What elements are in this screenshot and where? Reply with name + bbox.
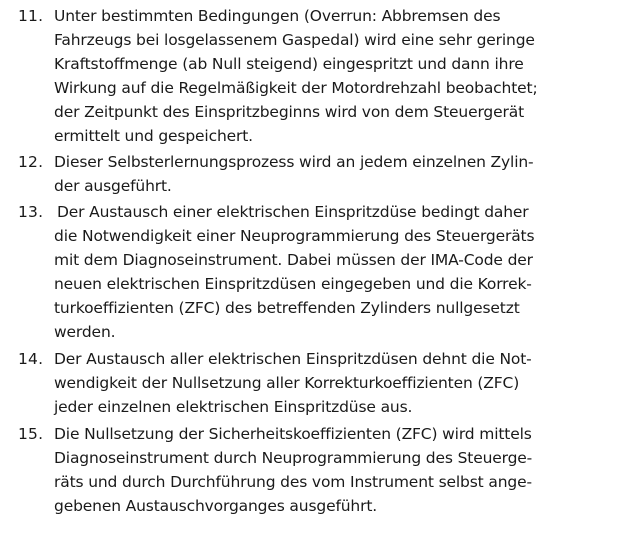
- item-text-line: die Notwendigkeit einer Neuprogrammierung des Steuergeräts: [54, 227, 535, 245]
- item-text-line: werden.: [54, 323, 116, 341]
- item-text-line: der Zeitpunkt des Einspritzbeginns wird von dem Steuergerät: [54, 103, 525, 121]
- item-text-line: mit dem Diagnoseinstrument. Dabei müssen der IMA-Code der: [54, 251, 533, 269]
- item-text-line: Dieser Selbsterlernungsprozess wird an jedem einzelnen Zylin-: [54, 153, 534, 171]
- item-text-line: räts und durch Durchführung des vom Instrument selbst ange-: [54, 473, 532, 491]
- item-number: 13.: [18, 203, 44, 221]
- item-text-line: wendigkeit der Nullsetzung aller Korrekturkoeffizienten (ZFC): [54, 374, 520, 392]
- item-number: 11.: [18, 7, 44, 25]
- item-text-line: Unter bestimmten Bedingungen (Overrun: Abbremsen des: [54, 7, 501, 25]
- item-text-line: jeder einzelnen elektrischen Einspritzdüse aus.: [54, 398, 413, 416]
- item-text-line: Wirkung auf die Regelmäßigkeit der Motordrehzahl beobachtet;: [54, 79, 538, 97]
- item-text-line: Der Austausch aller elektrischen Einspritzdüsen dehnt die Not-: [54, 350, 532, 368]
- item-text-line: turkoeffizienten (ZFC) des betreffenden Zylinders nullgesetzt: [54, 299, 520, 317]
- item-text-line: Kraftstoffmenge (ab Null steigend) eingespritzt und dann ihre: [54, 55, 524, 73]
- item-text-line: Der Austausch einer elektrischen Einspritzdüse bedingt daher: [57, 203, 529, 221]
- item-text-line: ermittelt und gespeichert.: [54, 127, 253, 145]
- item-number: 14.: [18, 350, 44, 368]
- item-text-line: neuen elektrischen Einspritzdüsen eingegeben und die Korrek-: [54, 275, 532, 293]
- item-text-line: Diagnoseinstrument durch Neuprogrammierung des Steuerge-: [54, 449, 533, 467]
- item-number: 12.: [18, 153, 44, 171]
- item-text-line: Die Nullsetzung der Sicherheitskoeffizienten (ZFC) wird mittels: [54, 425, 532, 443]
- item-text-line: gebenen Austauschvorganges ausgeführt.: [54, 497, 378, 515]
- item-text-line: Fahrzeugs bei losgelassenem Gaspedal) wird eine sehr geringe: [54, 31, 535, 49]
- item-number: 15.: [18, 425, 44, 443]
- item-text-line: der ausgeführt.: [54, 177, 172, 195]
